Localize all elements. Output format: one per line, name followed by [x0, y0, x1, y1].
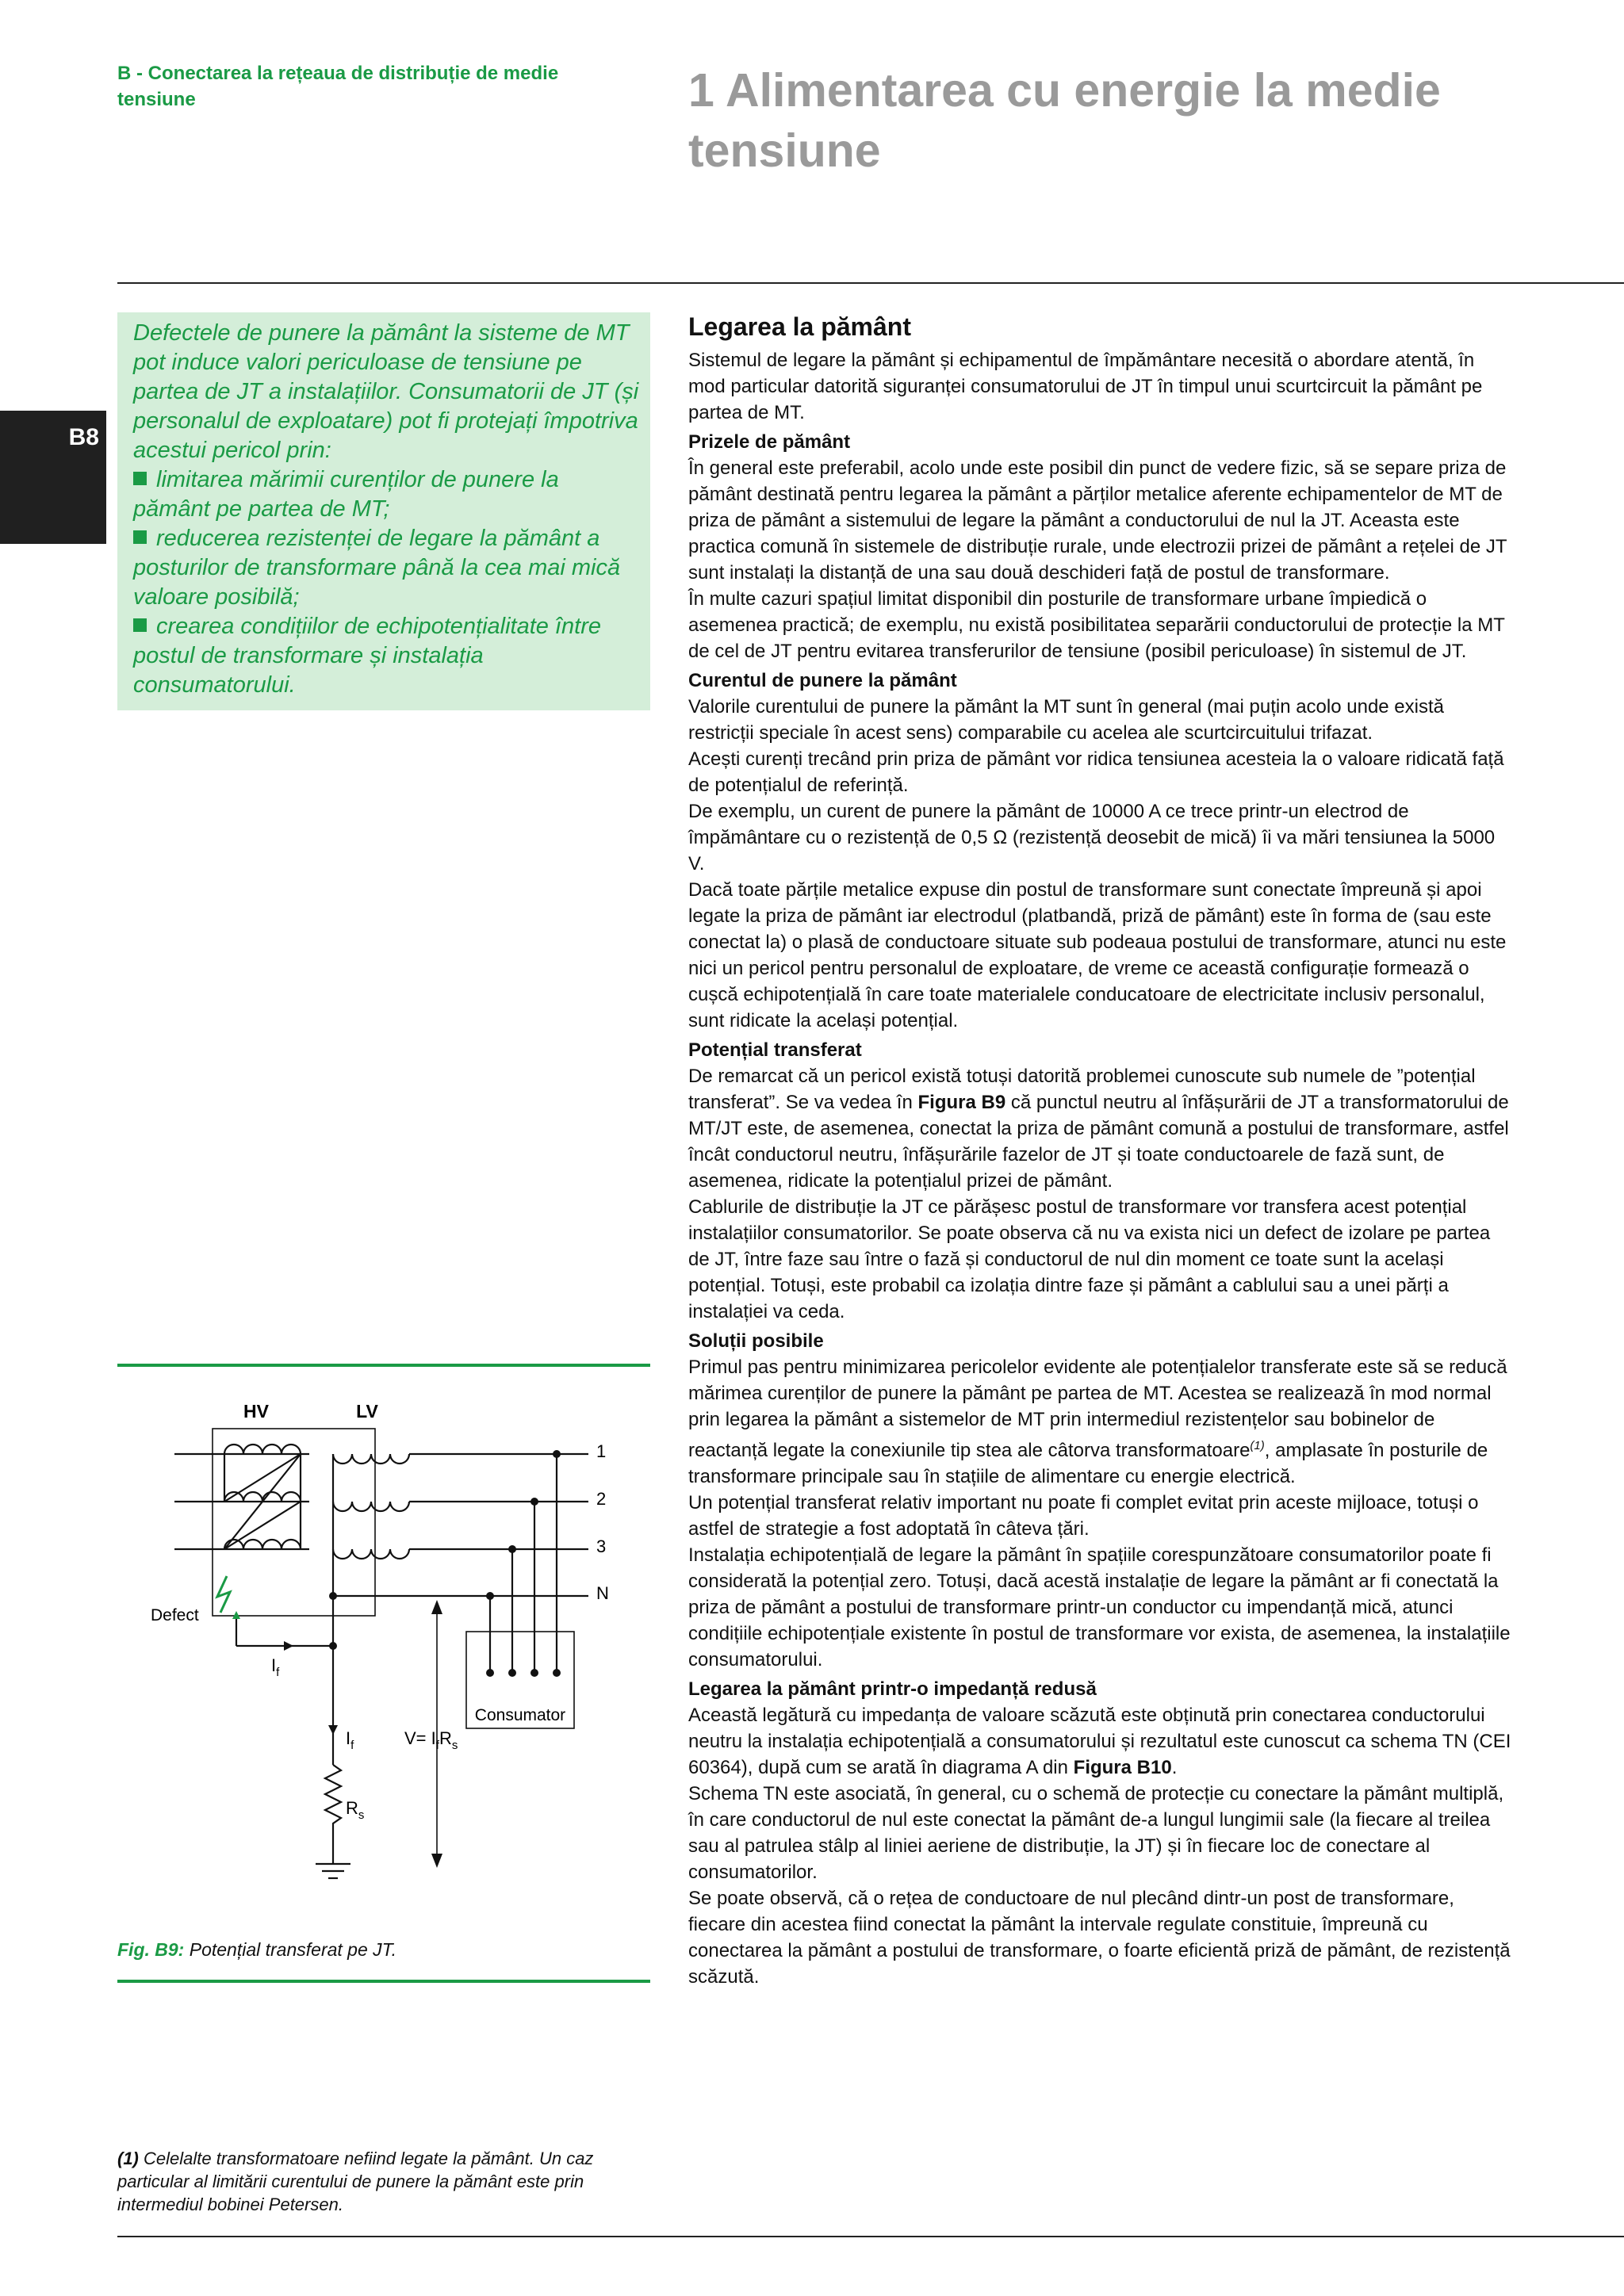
- fault-current-label: $I_f$: [271, 1655, 280, 1679]
- figure-caption-label: Fig. B9:: [117, 1939, 185, 1960]
- earth-current-label: $I_f$: [346, 1728, 354, 1752]
- paragraph: Instalația echipotențială de legare la pământ în spațiile corespunzătoare consumatorilor poate fi considerată la potențial zero. Totuși, dacă acestă instalație de legare la pământ ar fi conectată la priza de pământ a postului de transformare printr-un conductor cu impendanță mică, atunci condițiile echipotențiale existente în postul de transformare vor exista, de asemenea, la instalațiile consumatorului.: [688, 1544, 1511, 1670]
- figure-caption: Fig. B9: Potențial transferat pe JT.: [117, 1939, 396, 1960]
- label-lv: LV: [356, 1401, 378, 1422]
- phase-label: 3: [596, 1536, 607, 1556]
- summary-bullet: crearea condițiilor de echipotențialitate între postul de transformare și instalația consumatorului.: [133, 614, 601, 698]
- summary-bullet: limitarea mărimii curenților de punere la pământ pe partea de MT;: [133, 467, 559, 522]
- figure-rule-top: [117, 1364, 650, 1367]
- figure-reference: Figura B9: [917, 1092, 1006, 1113]
- paragraph: Dacă toate părțile metalice expuse din postul de transformare sunt conectate împreună și apoi legate la priza de pământ iar electrodul (platbandă, priză de pământ) este în forma de (sau este conectat la) o plasă de conductoare situate sub podeaua postului de transformare, atunci nu este nici un pericol pentru personalul de exploatare, de vreme ce această configurație formează o cușcă echipotențială în care toate materialele conducatoare de electricitate inclusiv personalul, sunt ridicate la același potențial.: [688, 879, 1507, 1031]
- paragraph: De exemplu, un curent de punere la pământ de 10000 A ce trece printr-un electrod de împământare cu o rezistență de 0,5 Ω (rezistență deosebit de mică) îi va mări tensiunea la 5000 V.: [688, 801, 1496, 874]
- figure-reference: Figura B10: [1073, 1757, 1172, 1778]
- subsection-title: Potențial transferat: [688, 1039, 862, 1061]
- subsection-title: Legarea la pământ printr-o impedanță redusă: [688, 1678, 1097, 1700]
- fault-arrow-icon: [232, 1611, 240, 1619]
- paragraph: Cablurile de distribuție la JT ce părășesc postul de transformare vor transfera acest potențial instalațiilor consumatorilor. Se poate observa că nu va exista nici un defect de izolare pe partea de JT, între faze sau între o fază și conductorul de nul din moment ce toate sunt la același potențial. Totuși, este probabil ca izolația dintre faze și pământ a cablului sau a unei părți a instalației va ceda.: [688, 1196, 1491, 1322]
- paragraph: Se poate observă, că o rețea de conductoare de nul plecând dintr-un post de transformare, fiecare din acestea fiind conectat la pământ la intervale regulate constituie, împreună cu conectarea la pământ a postului de transformare, o foarte eficientă priză de pământ, de rezistență scăzută.: [688, 1888, 1511, 1988]
- lv-winding: [333, 1549, 409, 1559]
- subsection-title: Prizele de pământ: [688, 431, 851, 453]
- square-bullet-icon: [133, 530, 147, 544]
- hv-winding: [224, 1445, 301, 1454]
- paragraph: Acești curenți trecând prin priza de pământ vor ridica tensiunea acesteia la o valoare ridicată față de potențialul de referință.: [688, 748, 1504, 796]
- square-bullet-icon: [133, 618, 147, 632]
- paragraph: În multe cazuri spațiul limitat disponibil din posturile de transformare urbane împiedică o asemenea practică; de exemplu, nu există posibilitatea separării conductorului de protecție la MT de cel de JT pentru evitarea transferurilor de tensiune (posibil periculoase) în sistemul de JT.: [688, 588, 1505, 662]
- page-tab: B8: [0, 411, 106, 544]
- defect-label: Defect: [151, 1606, 199, 1624]
- main-column: [688, 311, 1513, 1990]
- fault-spark-icon: [217, 1576, 230, 1613]
- paragraph: Schema TN este asociată, în general, cu o schemă de protecție cu conectare la pământ multiplă, în care conductorul de nul este conectat la pământ de-a lungul lungimii sale (la fiecare al treilea sau al patrulea stâlp al liniei aeriene de distribuție, la JT) și în fiecare loc de conectare al consumatorilor.: [688, 1783, 1504, 1883]
- resistance-label: $R_s$: [346, 1798, 365, 1822]
- subsection-title: Soluții posibile: [688, 1330, 824, 1352]
- page-title: 1 Alimentarea cu energie la medie tensiune: [688, 64, 1441, 177]
- section-header: B - Conectarea la rețeaua de distribuție de medie tensiune: [117, 63, 559, 110]
- transformer-casing: [213, 1429, 375, 1616]
- lv-winding: [333, 1454, 409, 1464]
- paragraph: În general este preferabil, acolo unde este posibil din punct de vedere fizic, să se separe priza de pământ destinată pentru legarea la pământ a părților metalice aferente echipamentelor de MT de priza de pământ a sistemului de legare la pământ a conductorului de nul la JT. Aceasta este practica comună în sistemele de distribuție rurale, unde electrozii prizei de pământ a rețelei de JT sunt instalați la distanță de una sau două deschideri față de postul de transformare.: [688, 457, 1507, 584]
- paragraph: Valorile curentului de punere la pământ la MT sunt în general (mai puțin acolo unde există restricții speciale în acest sens) comparabile cu acelea ale scurtcircuitului trifazat.: [688, 696, 1445, 744]
- paragraph: Această legătură cu impedanța de valoare scăzută este obținută prin conectarea conductorului neutru la instalația echipotențială a consumatorului și rezultatul este cunoscut ca schema TN (CEI 60364), după cum se arată în diagrama A din Figura B10.: [688, 1705, 1511, 1778]
- voltage-arrow-up-icon: [431, 1600, 442, 1614]
- current-arrow-right-icon: [284, 1641, 293, 1651]
- current-arrow-down-icon: [328, 1725, 338, 1735]
- top-rule: [117, 282, 1624, 284]
- footnote: (1) Celelalte transformatoare nefiind legate la pământ. Un caz particular al limitării curentului de punere la pământ este prin intermediul bobinei Petersen.: [117, 2149, 594, 2214]
- phase-label: 1: [596, 1441, 607, 1461]
- consumer-label: Consumator: [474, 1706, 566, 1724]
- square-bullet-icon: [133, 472, 147, 485]
- voltage-formula: $V= I_fR_s$: [404, 1728, 458, 1752]
- footnote-ref: (1): [1250, 1439, 1265, 1452]
- figure-b9-diagram: [117, 1368, 650, 1923]
- figure-rule-bottom: [117, 1980, 650, 1983]
- summary-box: [117, 312, 650, 710]
- phase-label: N: [596, 1583, 609, 1603]
- subsection-title: Curentul de punere la pământ: [688, 670, 957, 691]
- bottom-rule: [117, 2236, 1624, 2237]
- paragraph: Primul pas pentru minimizarea pericolelor evidente ale potențialelor transferate este să se reducă mărimea curenților de punere la pământ pe partea de MT. Acestea se realizează în mod normal prin legarea la pământ a sistemelor de MT prin intermediul rezistențelor sau bobinelor de reactanță legate la conexiunile tip stea ale câtorva transformatoare$^{(1)}$, amplasate în posturile de transformare principale sau în stațiile de alimentare cu energie electrică.: [688, 1357, 1507, 1487]
- label-hv: HV: [243, 1401, 269, 1422]
- voltage-arrow-down-icon: [431, 1854, 442, 1868]
- summary-intro: Defectele de punere la pământ la sisteme de MT pot induce valori periculoase de tensiune pe partea de JT a instalațiilor. Consumatorii de JT (și personalul de exploatare) pot fi protejați împotriva acestui pericol prin:: [133, 320, 639, 463]
- phase-label: 2: [596, 1489, 607, 1509]
- section-heading: Legarea la pământ: [688, 312, 911, 341]
- lv-winding: [333, 1502, 409, 1511]
- paragraph: Sistemul de legare la pământ și echipamentul de împământare necesită o abordare atentă, în mod particular datorită siguranței consumatorului de JT în timpul unui scurtcircuit la pământ pe partea de MT.: [688, 350, 1483, 423]
- footnote-marker: (1): [117, 2149, 139, 2168]
- paragraph: De remarcat că un pericol există totuși datorită problemei cunoscute sub numele de ”potențial transferat”. Se va vedea în Figura B9 că punctul neutru al înfășurării de JT a transformatorului de MT/JT este, de asemenea, conectat la priza de pământ comună a postului de transformare, astfel încât conductorul neutru, înfășurările fazelor de JT și toate conductoarele de fază sunt, de asemenea, ridicate la potențialul prizei de pământ.: [688, 1066, 1509, 1192]
- summary-bullet: reducerea rezistenței de legare la pământ a posturilor de transformare până la cea mai mică valoare posibilă;: [133, 526, 621, 610]
- paragraph: Un potențial transferat relativ important nu poate fi complet evitat prin aceste mijloace, totuși o astfel de strategie a fost adoptată în câteva țări.: [688, 1492, 1479, 1540]
